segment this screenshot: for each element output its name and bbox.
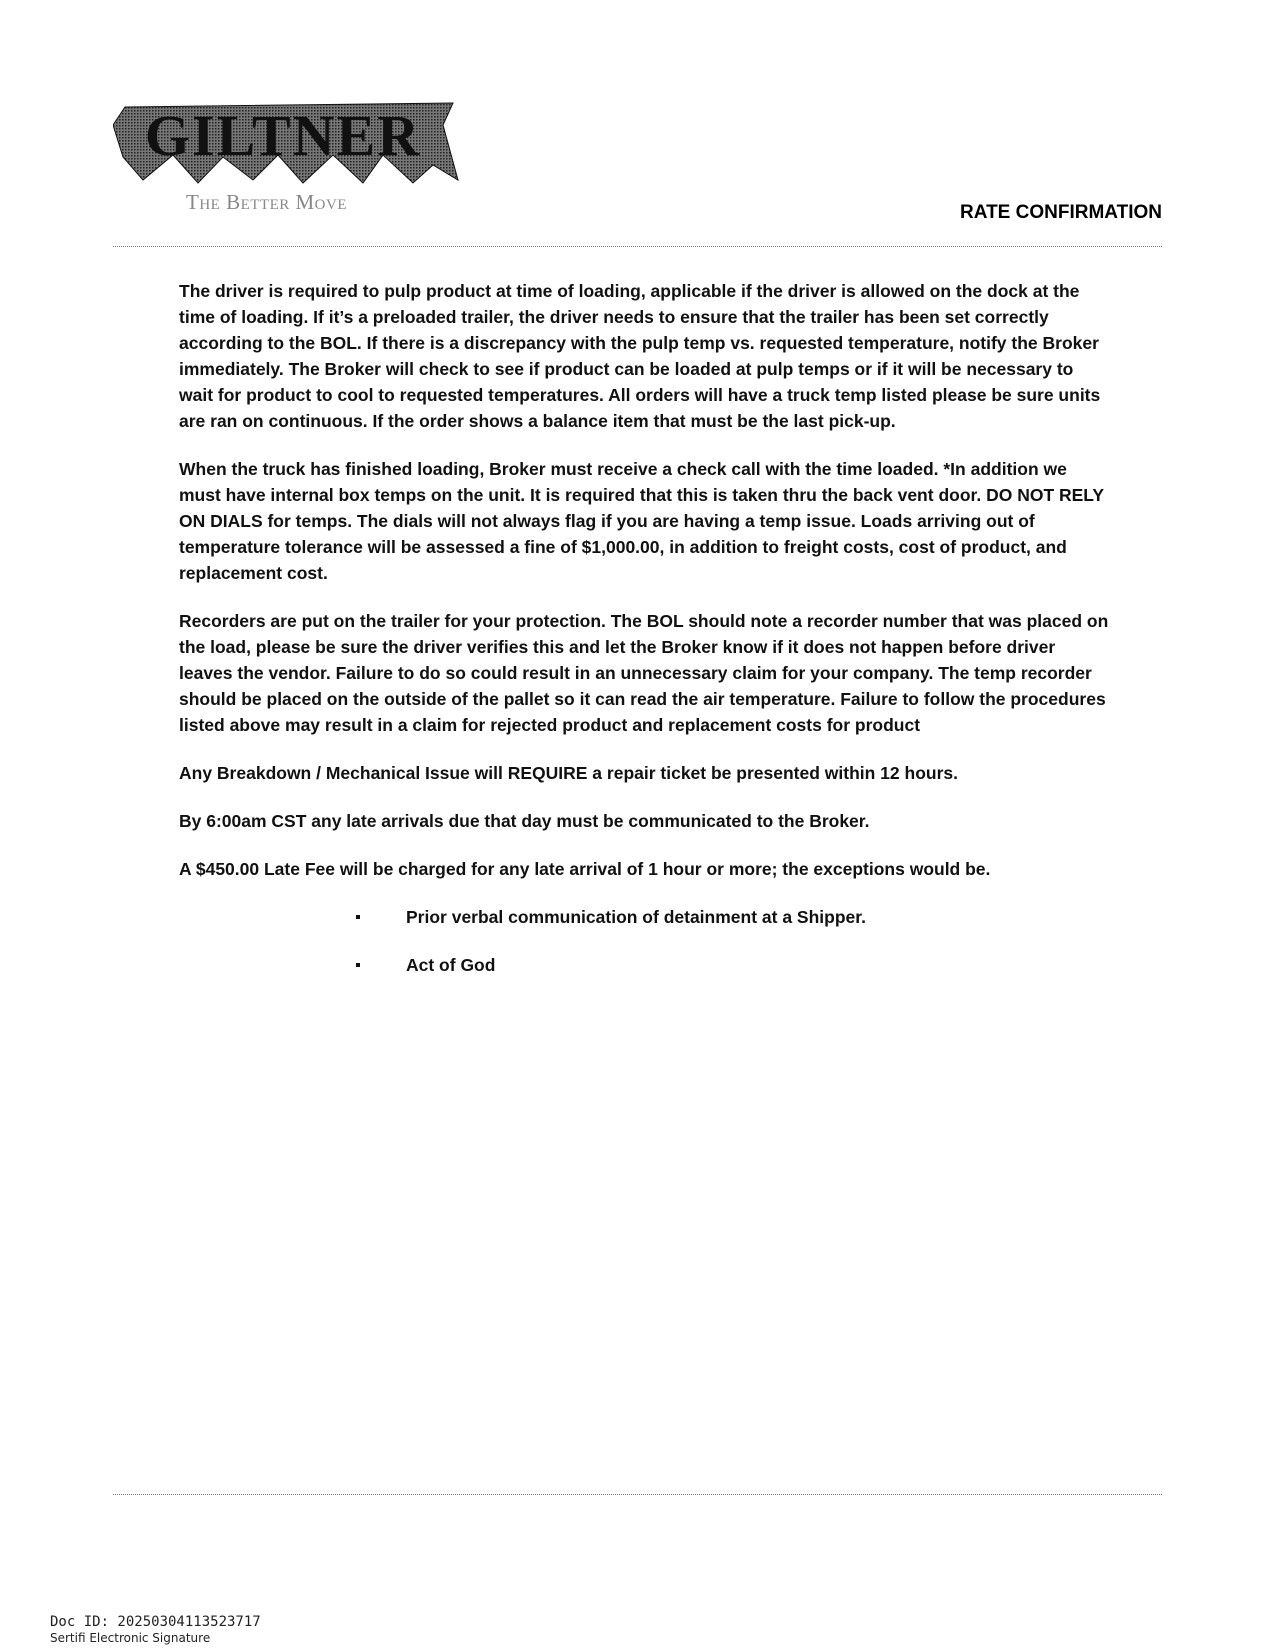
terms-body xyxy=(179,278,1109,1000)
footer-divider xyxy=(113,1494,1162,1495)
exceptions-list xyxy=(179,904,1109,978)
company-tagline: The Better Move xyxy=(186,190,347,214)
late-arrival-paragraph: By 6:00am CST any late arrivals due that day must be communicated to the Broker. xyxy=(179,811,870,831)
bullet-icon xyxy=(356,915,360,919)
exception-text: Prior verbal communication of detainment at a Shipper. xyxy=(406,907,866,927)
exception-text: Act of God xyxy=(406,955,496,975)
doc-id: Doc ID: 20250304113523717 xyxy=(50,1614,261,1630)
document-title: RATE CONFIRMATION xyxy=(960,202,1162,223)
bullet-icon xyxy=(356,963,360,967)
recorder-paragraph: Recorders are put on the trailer for your protection. The BOL should note a recorder number that was placed on the load, please be sure the driver verifies this and let the Broker know if it does not happen before driver leaves the vendor. Failure to do so could result in an unnecessary claim for your company. The temp recorder should be placed on the outside of the pallet so it can read the air temperature. Failure to follow the procedures listed above may result in a claim for rejected product and replacement costs for product xyxy=(179,611,1109,735)
signature-footer xyxy=(50,1614,261,1646)
breakdown-paragraph: Any Breakdown / Mechanical Issue will REQUIRE a repair ticket be presented within 12 hours. xyxy=(179,763,958,783)
list-item xyxy=(179,952,1109,978)
pulp-temp-paragraph: The driver is required to pulp product at time of loading, applicable if the driver is allowed on the dock at the time of loading. If it’s a preloaded trailer, the driver needs to ensure that the trailer has been set correctly according to the BOL. If there is a discrepancy with the pulp temp vs. requested temperature, notify the Broker immediately. The Broker will check to see if product can be loaded at pulp temps or if it will be necessary to wait for product to cool to requested temperatures. All orders will have a truck temp listed please be sure units are ran on continuous. If the order shows a balance item that must be the last pick-up. xyxy=(179,281,1101,431)
header-divider xyxy=(113,246,1162,247)
logo-text: GILTNER xyxy=(144,103,422,168)
signature-service: Sertifi Electronic Signature xyxy=(50,1631,211,1645)
check-call-paragraph: When the truck has finished loading, Broker must receive a check call with the time loaded. *In addition we must have internal box temps on the unit. It is required that this is taken thru the back vent door. DO NOT RELY ON DIALS for temps. The dials will not always flag if you are having a temp issue. Loads arriving out of temperature tolerance will be assessed a fine of $1,000.00, in addition to freight costs, cost of product, and replacement cost. xyxy=(179,459,1104,583)
late-fee-paragraph: A $450.00 Late Fee will be charged for any late arrival of 1 hour or more; the exceptions would be. xyxy=(179,859,991,879)
list-item xyxy=(179,904,1109,930)
